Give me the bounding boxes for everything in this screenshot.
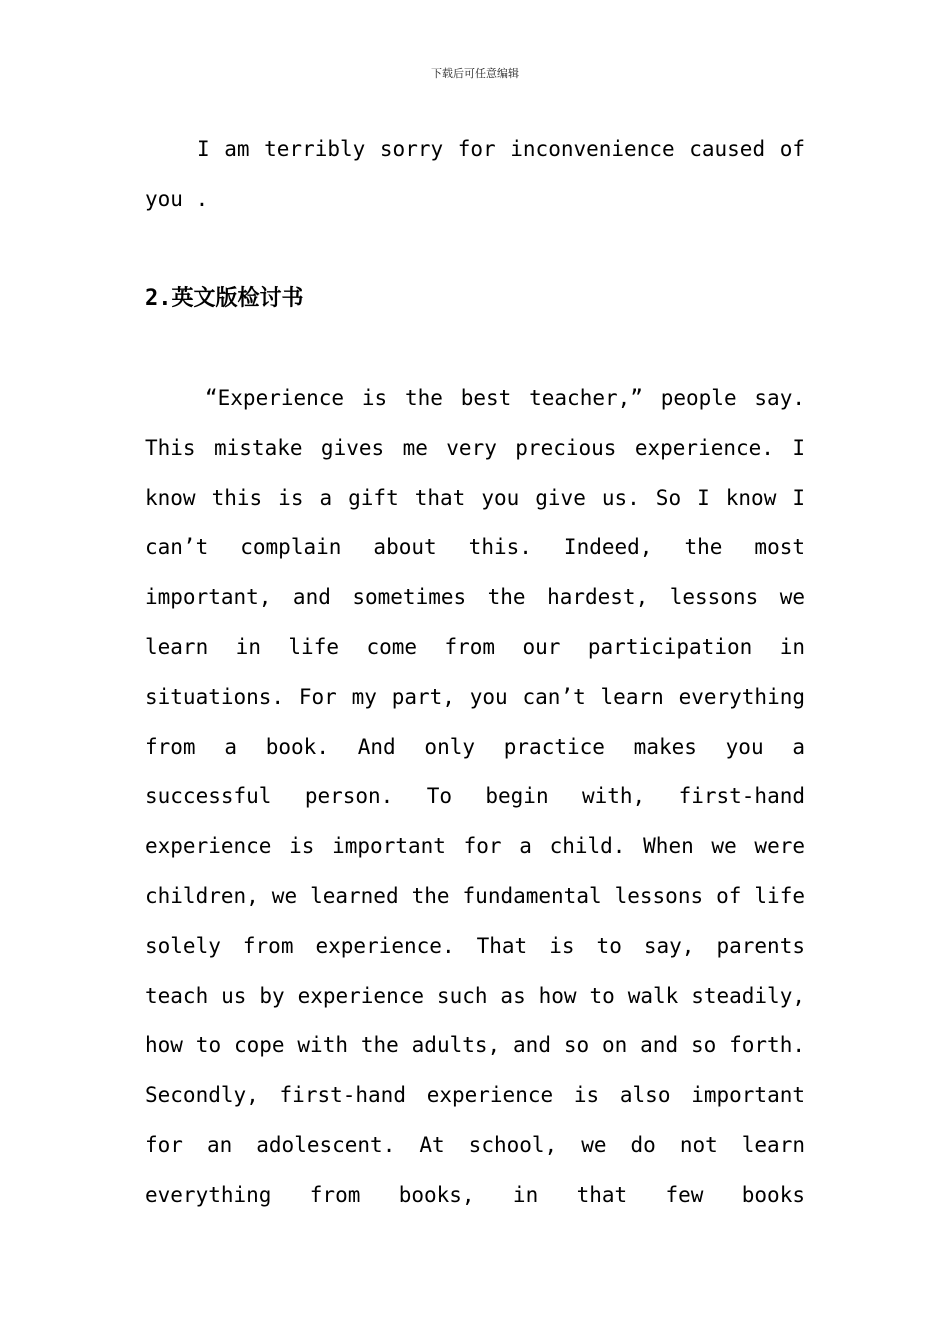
apology-paragraph: I am terribly sorry for inconvenience caused of you .	[145, 137, 805, 211]
page-header-note: 下载后可任意编辑	[431, 67, 519, 80]
main-paragraph: “Experience is the best teacher,” people say. This mistake gives me very precious experience. I know this is a gift that you give us. So I know I can’t complain about this. Indeed, the most important, and sometimes the hardest, lessons we learn in life come from our participation in situations. For my part, you can’t learn everything from a book. And only practice makes you a successful person. To begin with, first-hand experience is important for a child. When we were children, we learned the fundamental lessons of life solely from experience. That is to say, parents teach us by experience such as how to walk steadily, how to cope with the adults, and so on and so forth. Secondly, first-hand experience is also important for an adolescent. At school, we do not learn everything from books, in that few books	[145, 386, 805, 1207]
section-heading: 2.英文版检讨书	[145, 286, 304, 311]
